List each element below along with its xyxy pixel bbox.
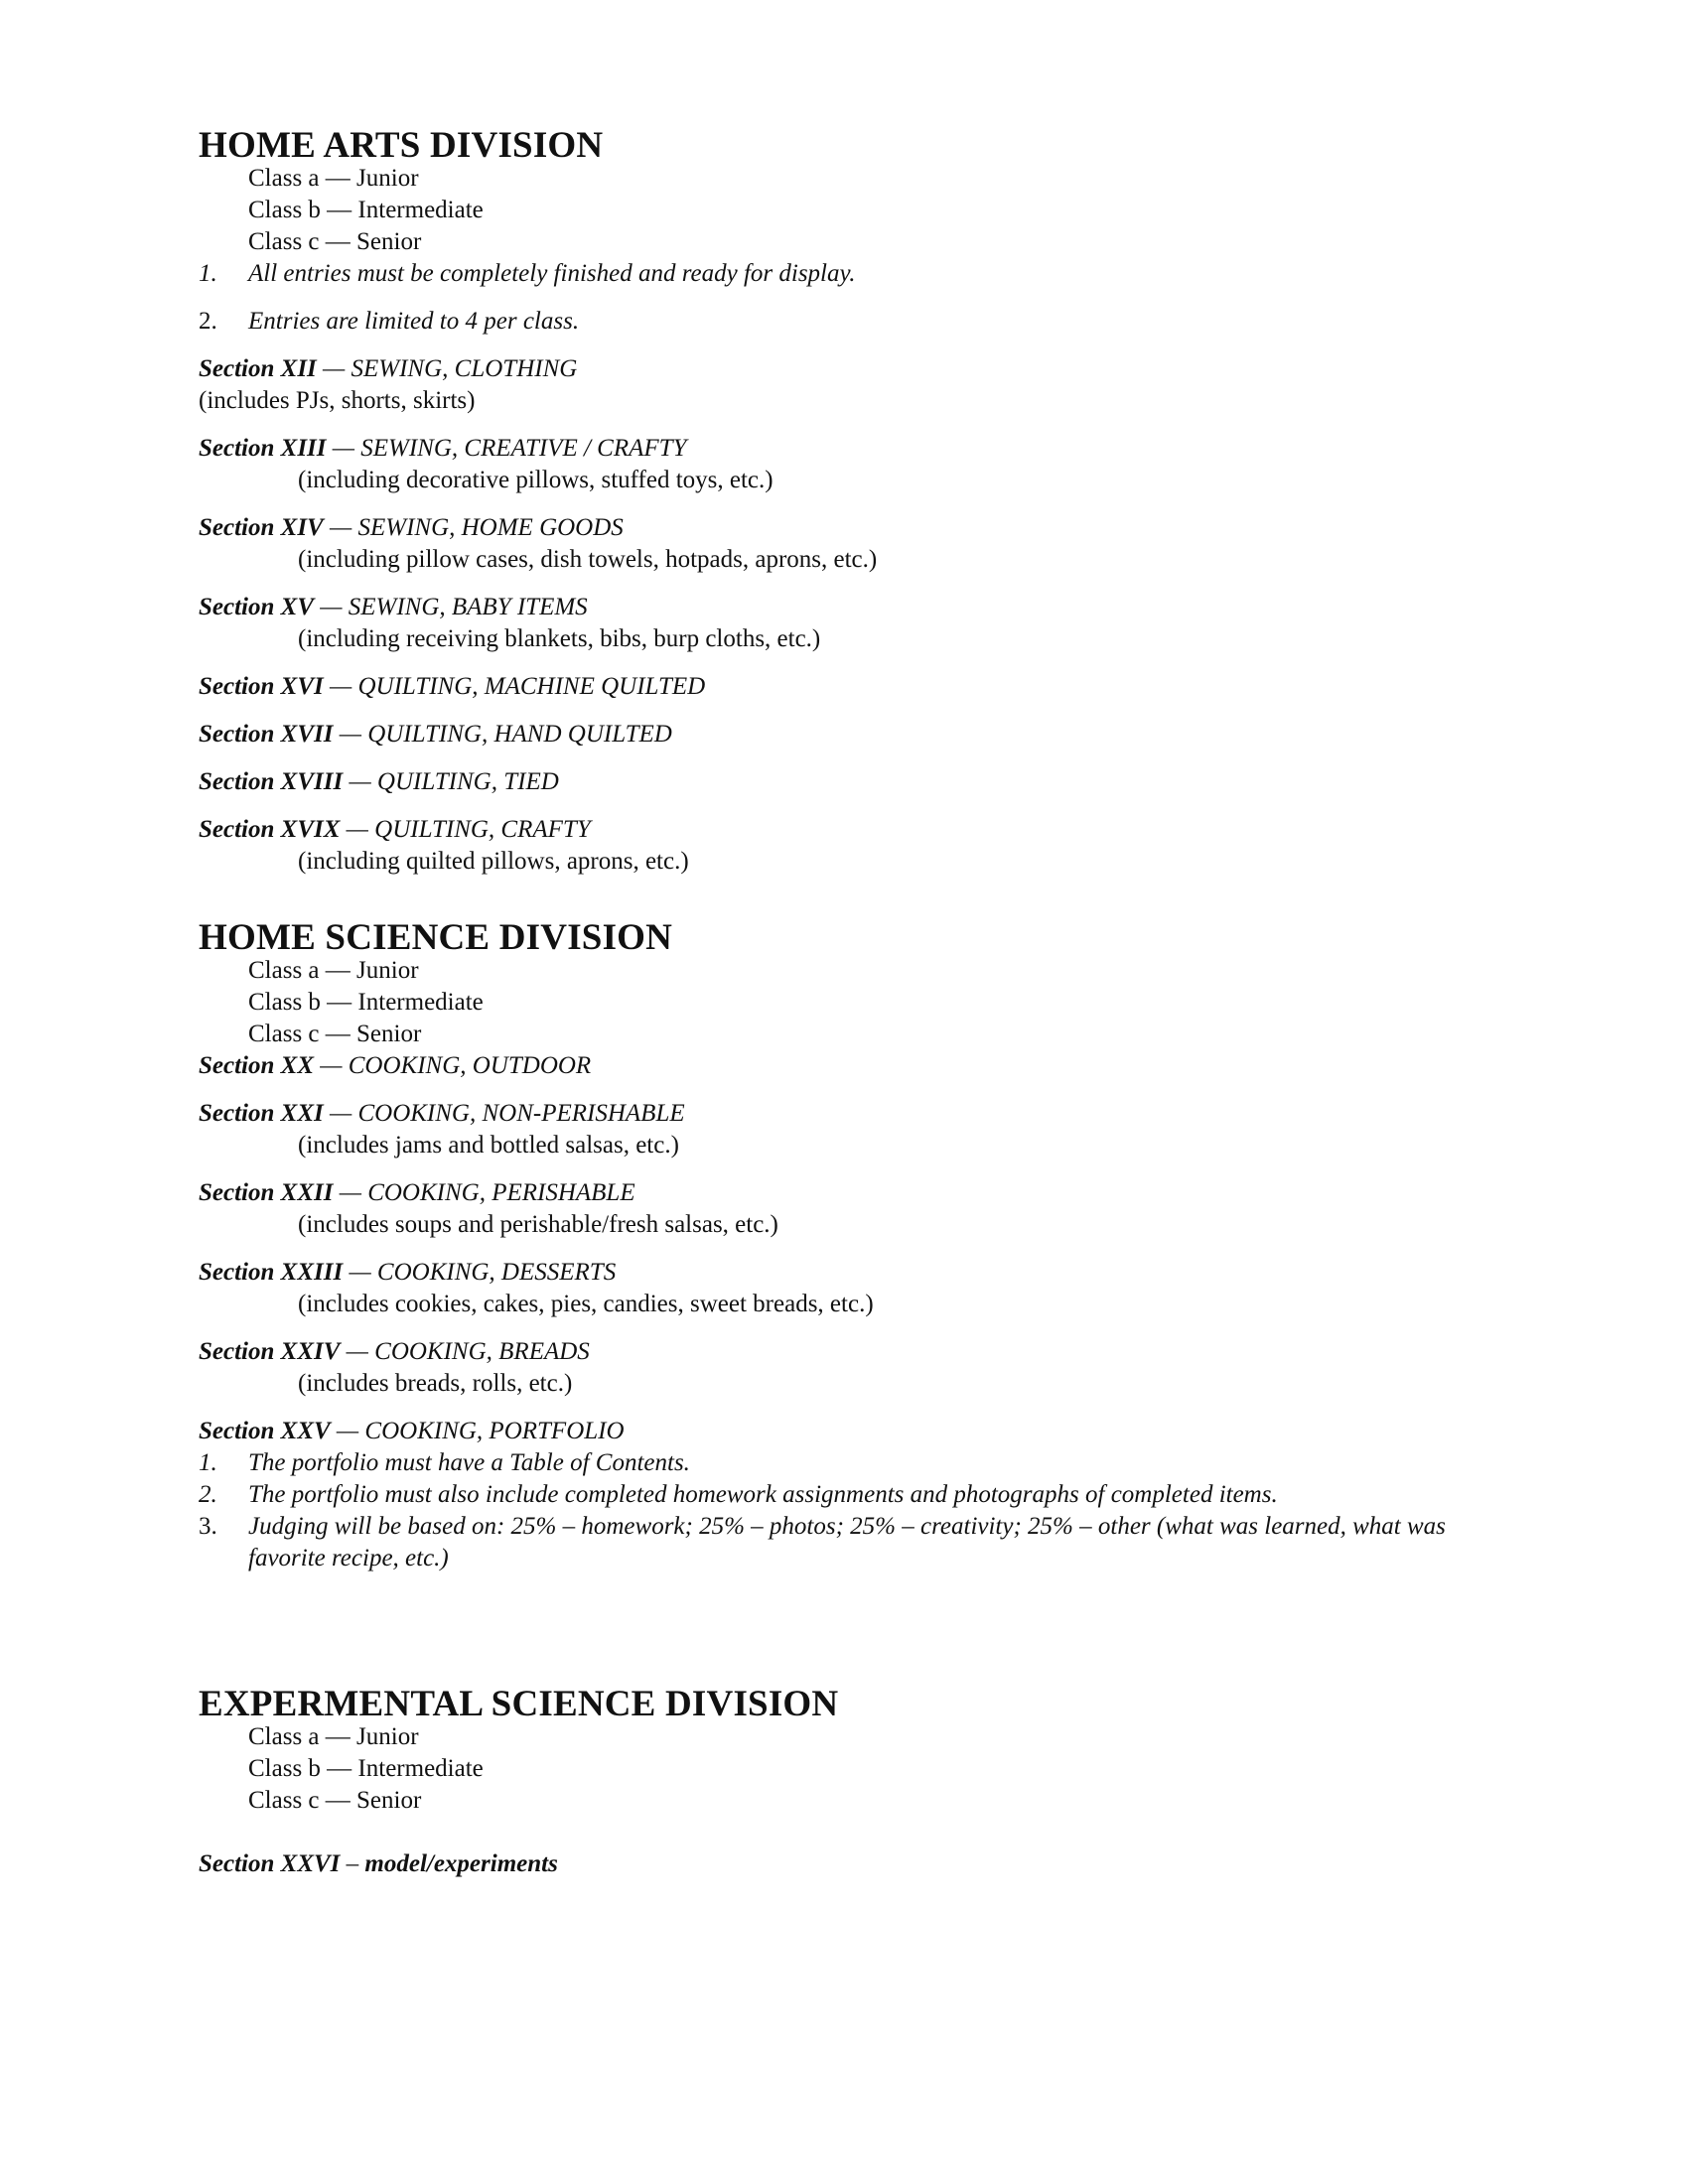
section-title: Section XIV — SEWING, HOME GOODS [199, 514, 624, 541]
rule-item [199, 306, 1509, 338]
class-list [199, 163, 1509, 258]
class-item: Class b — Intermediate [248, 1755, 484, 1782]
section-label: Section XIV [199, 514, 324, 541]
section-entry [199, 766, 1509, 798]
class-item: Class b — Intermediate [248, 989, 484, 1016]
division-title: EXPERMENTAL SCIENCE DIVISION [199, 1684, 839, 1724]
section-entry [199, 433, 1509, 496]
home-arts-division [199, 123, 1509, 878]
section-note: (including quilted pillows, aprons, etc.) [298, 848, 689, 875]
section-entry [199, 719, 1509, 751]
section-name: COOKING, PERISHABLE [367, 1179, 635, 1206]
rule-item [199, 1447, 1509, 1479]
section-label: Section XXIII [199, 1259, 344, 1286]
section-title: Section XIII — SEWING, CREATIVE / CRAFTY [199, 435, 687, 462]
section-entry [199, 1336, 1509, 1400]
section-label: Section XXI [199, 1100, 324, 1127]
section-note: (including decorative pillows, stuffed toys, etc.) [298, 467, 774, 493]
section-note: (includes breads, rolls, etc.) [298, 1370, 573, 1397]
class-item: Class a — Junior [248, 1723, 419, 1750]
section-label: Section XIII [199, 435, 327, 462]
section-label: Section XVI [199, 673, 324, 700]
section-title: Section XXI — COOKING, NON-PERISHABLE [199, 1100, 685, 1127]
section-name: QUILTING, HAND QUILTED [367, 721, 672, 748]
section-title: Section XXIV — COOKING, BREADS [199, 1338, 590, 1365]
section-note: (includes PJs, shorts, skirts) [199, 387, 476, 414]
division-title: HOME ARTS DIVISION [199, 125, 604, 166]
section-entry [199, 671, 1509, 703]
rule-number: 2. [199, 308, 217, 335]
section-name: SEWING, CREATIVE / CRAFTY [360, 435, 687, 462]
section-note: (including pillow cases, dish towels, hotpads, aprons, etc.) [298, 546, 878, 573]
section-entry [199, 1050, 1509, 1082]
home-science-division [199, 915, 1509, 1574]
section-title: Section XX — COOKING, OUTDOOR [199, 1052, 592, 1079]
section-entry [199, 1416, 1509, 1447]
section-note: (includes jams and bottled salsas, etc.) [298, 1132, 679, 1159]
rule-number: 2. [199, 1481, 217, 1508]
section-entry [199, 1098, 1509, 1161]
section-entry [199, 353, 1509, 417]
section-label: Section XX [199, 1052, 314, 1079]
section-name: model/experiments [364, 1850, 558, 1877]
class-item: Class b — Intermediate [248, 197, 484, 223]
section-title: Section XII — SEWING, CLOTHING [199, 355, 578, 382]
rule-item [199, 258, 1509, 290]
rule-item [199, 1479, 1509, 1511]
rule-text: The portfolio must also include completed homework assignments and photographs of completed items. [248, 1481, 1278, 1508]
section-name: QUILTING, TIED [376, 768, 559, 795]
class-list [199, 1721, 1509, 1817]
section-title: Section XXV — COOKING, PORTFOLIO [199, 1418, 625, 1444]
section-entry [199, 592, 1509, 655]
experimental-science-division [199, 1682, 1509, 1880]
class-item: Class c — Senior [248, 228, 422, 255]
section-title: Section XXIII — COOKING, DESSERTS [199, 1259, 617, 1286]
class-item: Class c — Senior [248, 1787, 422, 1814]
rule-number: 3. [199, 1513, 217, 1540]
section-name: COOKING, PORTFOLIO [364, 1418, 625, 1444]
section-label: Section XVIX [199, 816, 341, 843]
section-name: SEWING, HOME GOODS [357, 514, 624, 541]
rule-text: Judging will be based on: 25% – homework; 25% – photos; 25% – creativity; 25% – other (what was learned, what was favorite recipe, etc.) [248, 1513, 1446, 1571]
class-item: Class a — Junior [248, 165, 419, 192]
rule-number: 1. [199, 260, 217, 287]
section-label: Section XXV [199, 1418, 331, 1444]
section-label: Section XII [199, 355, 317, 382]
section-title: Section XV — SEWING, BABY ITEMS [199, 594, 588, 620]
section-label: Section XXVI [199, 1850, 341, 1877]
class-list [199, 955, 1509, 1050]
section-entry [199, 1257, 1509, 1320]
section-entry [199, 814, 1509, 878]
section-title: Section XVII — QUILTING, HAND QUILTED [199, 721, 672, 748]
section-note: (includes cookies, cakes, pies, candies, sweet breads, etc.) [298, 1291, 874, 1317]
section-name: SEWING, BABY ITEMS [348, 594, 588, 620]
section-name: COOKING, DESSERTS [376, 1259, 617, 1286]
section-title: Section XVIX — QUILTING, CRAFTY [199, 816, 591, 843]
division-title: HOME SCIENCE DIVISION [199, 917, 673, 958]
section-note: (including receiving blankets, bibs, burp cloths, etc.) [298, 625, 821, 652]
class-item: Class a — Junior [248, 957, 419, 984]
section-note: (includes soups and perishable/fresh salsas, etc.) [298, 1211, 778, 1238]
class-item: Class c — Senior [248, 1021, 422, 1047]
section-entry [199, 1848, 1509, 1880]
section-label: Section XVIII [199, 768, 344, 795]
section-label: Section XVII [199, 721, 334, 748]
rule-text: Entries are limited to 4 per class. [248, 308, 580, 335]
rule-item [199, 1511, 1509, 1574]
rule-text: The portfolio must have a Table of Contents. [248, 1449, 690, 1476]
section-title: Section XVIII — QUILTING, TIED [199, 768, 559, 795]
section-name: QUILTING, MACHINE QUILTED [357, 673, 706, 700]
section-label: Section XV [199, 594, 314, 620]
section-title: Section XXVI – model/experiments [199, 1850, 558, 1877]
section-name: SEWING, CLOTHING [351, 355, 578, 382]
section-name: COOKING, NON-PERISHABLE [357, 1100, 685, 1127]
section-label: Section XXII [199, 1179, 334, 1206]
section-name: COOKING, OUTDOOR [348, 1052, 592, 1079]
rule-number: 1. [199, 1449, 217, 1476]
section-name: COOKING, BREADS [374, 1338, 590, 1365]
section-entry [199, 512, 1509, 576]
rule-text: All entries must be completely finished and ready for display. [248, 260, 856, 287]
section-name: QUILTING, CRAFTY [374, 816, 591, 843]
section-title: Section XVI — QUILTING, MACHINE QUILTED [199, 673, 706, 700]
section-entry [199, 1177, 1509, 1241]
section-title: Section XXII — COOKING, PERISHABLE [199, 1179, 635, 1206]
section-label: Section XXIV [199, 1338, 341, 1365]
